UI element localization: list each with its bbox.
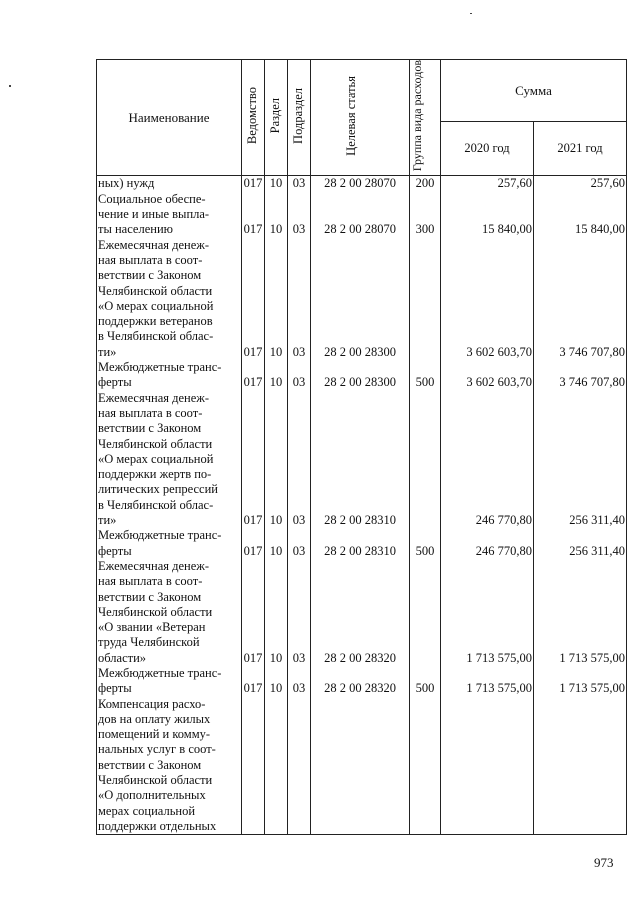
cell-subsection: 03 xyxy=(288,666,311,697)
cell-ministry xyxy=(242,697,265,835)
name-line: ферты xyxy=(98,681,132,696)
header-ministry: Ведомство xyxy=(242,60,265,176)
name-line: ная выплата в соот- xyxy=(98,252,203,267)
table-row xyxy=(97,360,627,391)
cell-target-article xyxy=(311,697,410,835)
name-line: труда Челябинской xyxy=(98,635,200,650)
header-year-2020: 2020 год xyxy=(441,122,534,176)
cell-subsection: 03 xyxy=(288,238,311,360)
cell-ministry: 017 xyxy=(242,176,265,192)
name-line: Межбюджетные транс- xyxy=(98,665,222,680)
table-row xyxy=(97,559,627,666)
name-line: ферты xyxy=(98,375,132,390)
cell-sum-2020: 3 602 603,70 xyxy=(441,238,534,360)
cell-expense-group: 500 xyxy=(410,666,441,697)
name-line: Челябинской области xyxy=(98,604,213,619)
cell-name xyxy=(97,192,242,238)
cell-expense-group: 200 xyxy=(410,176,441,192)
cell-expense-group xyxy=(410,238,441,360)
header-section: Раздел xyxy=(265,60,288,176)
name-line: Ежемесячная денеж- xyxy=(98,390,210,405)
cell-sum-2021: 15 840,00 xyxy=(534,192,627,238)
cell-target-article: 28 2 00 28070 xyxy=(311,192,410,238)
table-row xyxy=(97,176,627,192)
cell-sum-2020 xyxy=(441,697,534,835)
cell-ministry: 017 xyxy=(242,666,265,697)
name-line: дов на оплату жилых xyxy=(98,711,211,726)
table-row xyxy=(97,192,627,238)
header-sum: Сумма xyxy=(441,60,627,122)
name-line: ти» xyxy=(98,513,117,528)
cell-subsection: 03 xyxy=(288,391,311,529)
name-line: Челябинской области xyxy=(98,283,213,298)
cell-subsection: 03 xyxy=(288,176,311,192)
name-line: мерах социальной xyxy=(98,803,196,818)
cell-section: 10 xyxy=(265,528,288,559)
cell-subsection: 03 xyxy=(288,192,311,238)
cell-name xyxy=(97,559,242,666)
table-row xyxy=(97,697,627,835)
name-line: ветствии с Законом xyxy=(98,589,202,604)
cell-sum-2021: 3 746 707,80 xyxy=(534,238,627,360)
table-row xyxy=(97,238,627,360)
name-line: ферты xyxy=(98,543,132,558)
cell-name xyxy=(97,666,242,697)
name-line: ветствии с Законом xyxy=(98,421,202,436)
name-line: Ежемесячная денеж- xyxy=(98,237,210,252)
name-line: ветствии с Законом xyxy=(98,757,202,772)
cell-sum-2021: 257,60 xyxy=(534,176,627,192)
cell-sum-2021: 256 311,40 xyxy=(534,391,627,529)
cell-section xyxy=(265,697,288,835)
name-line: ти» xyxy=(98,344,117,359)
cell-sum-2020: 257,60 xyxy=(441,176,534,192)
name-line: поддержки ветеранов xyxy=(98,314,213,329)
cell-expense-group xyxy=(410,559,441,666)
cell-sum-2020: 1 713 575,00 xyxy=(441,559,534,666)
cell-ministry: 017 xyxy=(242,360,265,391)
cell-sum-2020: 246 770,80 xyxy=(441,391,534,529)
cell-expense-group: 500 xyxy=(410,528,441,559)
cell-expense-group: 500 xyxy=(410,360,441,391)
name-line: Ежемесячная денеж- xyxy=(98,558,210,573)
name-line: области» xyxy=(98,650,147,665)
cell-section: 10 xyxy=(265,360,288,391)
cell-section: 10 xyxy=(265,176,288,192)
cell-subsection: 03 xyxy=(288,360,311,391)
name-line: помещений и комму- xyxy=(98,727,211,742)
table-row xyxy=(97,391,627,529)
table-row xyxy=(97,666,627,697)
cell-section: 10 xyxy=(265,559,288,666)
cell-sum-2021: 3 746 707,80 xyxy=(534,360,627,391)
name-line: ветствии с Законом xyxy=(98,268,202,283)
name-line: «О звании «Ветеран xyxy=(98,620,206,635)
cell-sum-2020: 1 713 575,00 xyxy=(441,666,534,697)
cell-sum-2021: 256 311,40 xyxy=(534,528,627,559)
cell-subsection xyxy=(288,697,311,835)
name-line: Компенсация расхо- xyxy=(98,696,206,711)
name-line: «О дополнительных xyxy=(98,788,206,803)
cell-name xyxy=(97,697,242,835)
name-line: поддержки отдельных xyxy=(98,818,217,833)
cell-expense-group xyxy=(410,391,441,529)
cell-expense-group xyxy=(410,697,441,835)
cell-target-article: 28 2 00 28070 xyxy=(311,176,410,192)
cell-sum-2020: 15 840,00 xyxy=(441,192,534,238)
cell-ministry: 017 xyxy=(242,238,265,360)
header-year-2021: 2021 год xyxy=(534,122,627,176)
name-line: Социальное обеспе- xyxy=(98,191,206,206)
scan-mark xyxy=(470,13,472,14)
header-target-article: Целевая статья xyxy=(311,60,410,176)
cell-target-article: 28 2 00 28320 xyxy=(311,666,410,697)
scan-mark xyxy=(9,85,11,87)
cell-expense-group: 300 xyxy=(410,192,441,238)
cell-sum-2021: 1 713 575,00 xyxy=(534,559,627,666)
cell-target-article: 28 2 00 28300 xyxy=(311,238,410,360)
header-expense-group: Группа вида расходов xyxy=(410,60,441,176)
cell-sum-2020: 246 770,80 xyxy=(441,528,534,559)
name-line: нальных услуг в соот- xyxy=(98,742,216,757)
name-line: Межбюджетные транс- xyxy=(98,528,222,543)
name-line: в Челябинской облас- xyxy=(98,329,214,344)
cell-subsection: 03 xyxy=(288,528,311,559)
cell-name xyxy=(97,238,242,360)
cell-target-article: 28 2 00 28300 xyxy=(311,360,410,391)
cell-target-article: 28 2 00 28310 xyxy=(311,528,410,559)
name-line: «О мерах социальной xyxy=(98,451,214,466)
name-line: ная выплата в соот- xyxy=(98,405,203,420)
header-subsection: Подраздел xyxy=(288,60,311,176)
cell-section: 10 xyxy=(265,238,288,360)
header-name: Наименование xyxy=(97,60,242,176)
cell-ministry: 017 xyxy=(242,391,265,529)
cell-name xyxy=(97,391,242,529)
name-line: Челябинской области xyxy=(98,773,213,788)
name-line: поддержки жертв по- xyxy=(98,467,212,482)
budget-table xyxy=(96,59,627,835)
cell-ministry: 017 xyxy=(242,559,265,666)
cell-target-article: 28 2 00 28320 xyxy=(311,559,410,666)
cell-target-article: 28 2 00 28310 xyxy=(311,391,410,529)
cell-section: 10 xyxy=(265,666,288,697)
page-number: 973 xyxy=(594,855,614,870)
cell-name xyxy=(97,528,242,559)
cell-subsection: 03 xyxy=(288,559,311,666)
cell-sum-2020: 3 602 603,70 xyxy=(441,360,534,391)
name-line: ная выплата в соот- xyxy=(98,574,203,589)
name-line: в Челябинской облас- xyxy=(98,497,214,512)
cell-ministry: 017 xyxy=(242,192,265,238)
cell-name xyxy=(97,360,242,391)
cell-name xyxy=(97,176,242,192)
cell-ministry: 017 xyxy=(242,528,265,559)
cell-section: 10 xyxy=(265,192,288,238)
name-line: чение и иные выпла- xyxy=(98,207,210,222)
cell-section: 10 xyxy=(265,391,288,529)
name-line: ных) нужд xyxy=(98,176,155,191)
name-line: Межбюджетные транс- xyxy=(98,360,222,375)
cell-sum-2021 xyxy=(534,697,627,835)
cell-sum-2021: 1 713 575,00 xyxy=(534,666,627,697)
name-line: Челябинской области xyxy=(98,436,213,451)
table-row xyxy=(97,528,627,559)
name-line: литических репрессий xyxy=(98,482,218,497)
name-line: «О мерах социальной xyxy=(98,298,214,313)
name-line: ты населению xyxy=(98,222,173,237)
